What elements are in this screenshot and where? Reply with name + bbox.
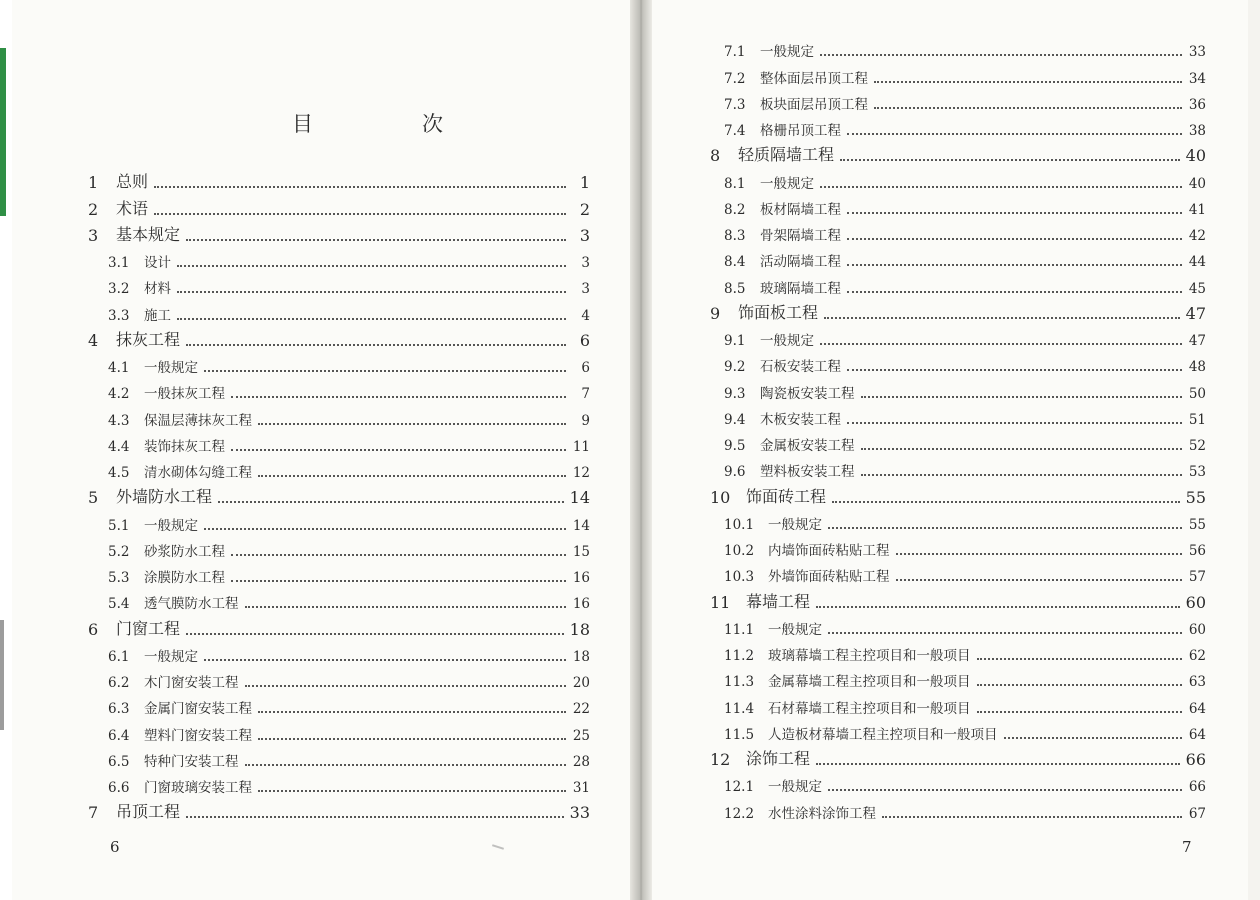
entry-page-number: 11 xyxy=(572,438,590,455)
dot-leader xyxy=(245,764,567,766)
entry-page-number: 41 xyxy=(1188,201,1206,218)
dot-leader xyxy=(874,107,1182,109)
entry-number: 9.4 xyxy=(724,411,746,428)
entry-page-number: 60 xyxy=(1188,621,1206,638)
entry-number: 6.2 xyxy=(108,675,130,691)
entry-number: 11 xyxy=(710,592,731,612)
dot-leader xyxy=(977,684,1183,686)
toc-section-entry xyxy=(700,616,1206,642)
dot-leader xyxy=(258,711,566,713)
entry-title: 装饰抹灰工程 xyxy=(144,438,225,455)
entry-page-number: 47 xyxy=(1185,303,1206,323)
entry-title: 一般规定 xyxy=(760,175,814,192)
entry-title: 一般规定 xyxy=(144,648,198,665)
entry-number: 9.3 xyxy=(724,385,746,402)
entry-number: 4.5 xyxy=(108,465,130,481)
entry-title: 幕墙工程 xyxy=(746,591,811,611)
entry-page-number: 14 xyxy=(569,488,590,508)
entry-title: 一般规定 xyxy=(760,44,814,61)
dot-leader xyxy=(820,186,1182,188)
entry-page-number: 4 xyxy=(581,307,590,324)
entry-number: 5.3 xyxy=(108,570,130,586)
entry-number: 11.5 xyxy=(724,726,755,743)
toc-section-entry xyxy=(700,222,1206,248)
dot-leader xyxy=(1004,737,1183,739)
entry-page-number: 18 xyxy=(572,648,590,665)
entry-number: 1 xyxy=(88,173,99,193)
entry-page-number: 67 xyxy=(1188,805,1206,822)
toc-section-entry xyxy=(700,38,1206,64)
dot-leader xyxy=(258,423,566,425)
toc-section-entry xyxy=(700,773,1206,799)
dot-leader xyxy=(231,449,566,451)
entry-title: 设计 xyxy=(144,255,171,271)
toc-section-entry xyxy=(88,380,590,406)
entry-page-number: 62 xyxy=(1188,648,1206,664)
toc-section-entry xyxy=(700,274,1206,300)
dot-leader xyxy=(154,186,566,188)
toc-section-entry xyxy=(700,694,1206,720)
toc-section-entry xyxy=(700,668,1206,694)
entry-page-number: 38 xyxy=(1188,123,1206,139)
entry-number: 3.1 xyxy=(108,255,130,271)
entry-title: 金属板安装工程 xyxy=(760,438,855,454)
entry-page-number: 15 xyxy=(572,543,590,560)
toc-section-entry xyxy=(700,537,1206,563)
entry-page-number: 20 xyxy=(572,675,590,691)
toc-chapter-entry xyxy=(700,301,1206,327)
toc-list-right xyxy=(700,38,1206,826)
entry-number: 8.4 xyxy=(724,254,746,271)
entry-page-number: 51 xyxy=(1188,411,1206,428)
toc-section-entry xyxy=(700,511,1206,537)
entry-number: 7.3 xyxy=(724,96,746,113)
entry-title: 塑料板安装工程 xyxy=(760,464,855,481)
toc-section-entry xyxy=(700,117,1206,143)
dot-leader xyxy=(258,475,566,477)
entry-number: 12 xyxy=(710,750,731,769)
entry-page-number: 60 xyxy=(1185,592,1206,612)
dot-leader xyxy=(245,606,567,608)
toc-section-entry xyxy=(700,458,1206,484)
dot-leader xyxy=(816,606,1180,608)
dot-leader xyxy=(896,553,1183,555)
entry-title: 格栅吊顶工程 xyxy=(760,123,841,139)
toc-section-entry xyxy=(88,748,590,774)
entry-title: 吊顶工程 xyxy=(116,802,181,822)
entry-number: 4.3 xyxy=(108,412,130,429)
dot-leader xyxy=(186,816,564,818)
entry-title: 玻璃幕墙工程主控项目和一般项目 xyxy=(768,648,971,664)
entry-number: 2 xyxy=(88,199,99,219)
dot-leader xyxy=(177,291,566,293)
entry-title: 涂膜防水工程 xyxy=(144,570,225,586)
entry-number: 8.1 xyxy=(724,175,746,192)
entry-page-number: 36 xyxy=(1188,96,1206,113)
toc-list-left xyxy=(88,170,590,826)
entry-number: 8.3 xyxy=(724,228,746,244)
dot-leader xyxy=(154,213,566,215)
dot-leader xyxy=(847,212,1182,214)
entry-number: 5.4 xyxy=(108,596,130,613)
toc-section-entry xyxy=(700,432,1206,458)
entry-page-number: 16 xyxy=(572,570,590,586)
entry-number: 7 xyxy=(88,803,99,823)
entry-number: 3.3 xyxy=(108,307,130,324)
entry-number: 11.1 xyxy=(724,621,755,638)
toc-section-entry xyxy=(700,196,1206,222)
entry-title: 保温层薄抹灰工程 xyxy=(144,412,252,429)
entry-number: 12.1 xyxy=(724,779,755,796)
entry-page-number: 3 xyxy=(579,225,590,245)
entry-title: 板块面层吊顶工程 xyxy=(760,96,868,113)
entry-title: 水性涂料涂饰工程 xyxy=(768,805,876,822)
dot-leader xyxy=(231,396,566,398)
toc-section-entry xyxy=(88,643,590,669)
toc-section-entry xyxy=(700,379,1206,405)
entry-number: 9 xyxy=(710,303,721,323)
toc-section-entry xyxy=(700,799,1206,825)
entry-title: 透气膜防水工程 xyxy=(144,596,239,613)
entry-title: 一般规定 xyxy=(768,779,822,796)
entry-page-number: 33 xyxy=(1188,44,1206,61)
entry-title: 木板安装工程 xyxy=(760,411,841,428)
toc-section-entry xyxy=(88,564,590,590)
entry-page-number: 66 xyxy=(1185,750,1206,769)
dot-leader xyxy=(231,580,566,582)
entry-title: 玻璃隔墙工程 xyxy=(760,280,841,297)
toc-section-entry xyxy=(88,249,590,275)
entry-page-number: 64 xyxy=(1188,726,1206,743)
toc-section-entry xyxy=(88,459,590,485)
binding-mark xyxy=(0,620,4,730)
entry-title: 石板安装工程 xyxy=(760,359,841,376)
entry-title: 特种门安装工程 xyxy=(144,753,239,770)
toc-chapter-entry xyxy=(88,800,590,826)
dot-leader xyxy=(177,318,566,320)
entry-title: 外墙防水工程 xyxy=(116,487,213,507)
entry-number: 6.3 xyxy=(108,701,130,718)
toc-section-entry xyxy=(88,721,590,747)
entry-title: 人造板材幕墙工程主控项目和一般项目 xyxy=(768,726,998,743)
entry-title: 一般规定 xyxy=(768,621,822,638)
entry-number: 6.1 xyxy=(108,648,130,665)
entry-number: 10.3 xyxy=(724,569,755,586)
entry-number: 5.2 xyxy=(108,543,130,560)
entry-number: 9.1 xyxy=(724,333,746,349)
entry-number: 4.2 xyxy=(108,386,130,403)
entry-title: 塑料门窗安装工程 xyxy=(144,727,252,744)
toc-title: 目 次 xyxy=(292,112,487,136)
entry-page-number: 33 xyxy=(569,803,590,823)
dot-leader xyxy=(204,528,566,530)
dot-leader xyxy=(820,54,1182,56)
toc-section-entry xyxy=(700,406,1206,432)
dot-leader xyxy=(861,396,1183,398)
entry-page-number: 52 xyxy=(1188,438,1206,454)
entry-page-number: 28 xyxy=(572,753,590,770)
entry-number: 6.6 xyxy=(108,780,130,796)
entry-title: 清水砌体勾缝工程 xyxy=(144,465,252,481)
dot-leader xyxy=(816,763,1180,765)
entry-title: 金属门窗安装工程 xyxy=(144,701,252,718)
toc-section-entry xyxy=(88,354,590,380)
entry-title: 门窗工程 xyxy=(116,618,181,638)
dot-leader xyxy=(847,422,1182,424)
toc-section-entry xyxy=(88,433,590,459)
scan-edge-right xyxy=(1248,0,1260,900)
toc-section-entry xyxy=(88,275,590,301)
entry-title: 一般规定 xyxy=(144,360,198,376)
entry-page-number: 31 xyxy=(572,780,590,796)
dot-leader xyxy=(231,554,566,556)
dot-leader xyxy=(874,81,1182,83)
toc-chapter-entry xyxy=(88,170,590,196)
dot-leader xyxy=(882,816,1182,818)
dot-leader xyxy=(820,343,1182,345)
entry-page-number: 48 xyxy=(1188,359,1206,376)
entry-title: 外墙饰面砖粘贴工程 xyxy=(768,569,890,586)
dot-leader xyxy=(861,474,1183,476)
page-number-left: 6 xyxy=(110,838,120,856)
toc-section-entry xyxy=(88,511,590,537)
entry-title: 材料 xyxy=(144,281,171,298)
toc-section-entry xyxy=(700,327,1206,353)
dot-leader xyxy=(186,633,564,635)
entry-number: 9.2 xyxy=(724,359,746,376)
dot-leader xyxy=(186,344,566,346)
toc-section-entry xyxy=(88,538,590,564)
entry-number: 7.1 xyxy=(724,44,746,61)
entry-page-number: 45 xyxy=(1188,280,1206,297)
toc-section-entry xyxy=(88,669,590,695)
entry-page-number: 9 xyxy=(581,412,590,429)
entry-number: 10 xyxy=(710,487,731,507)
toc-section-entry xyxy=(88,301,590,327)
dot-leader xyxy=(824,317,1180,319)
entry-page-number: 44 xyxy=(1188,254,1206,271)
entry-title: 一般规定 xyxy=(760,333,814,349)
entry-page-number: 56 xyxy=(1188,543,1206,559)
entry-number: 8.5 xyxy=(724,280,746,297)
entry-number: 10.1 xyxy=(724,516,755,533)
dot-leader xyxy=(828,632,1182,634)
entry-number: 6.5 xyxy=(108,753,130,770)
entry-number: 6 xyxy=(88,619,99,639)
toc-section-entry xyxy=(88,695,590,721)
entry-page-number: 16 xyxy=(572,596,590,613)
entry-title: 饰面板工程 xyxy=(738,302,819,322)
toc-chapter-entry xyxy=(88,196,590,222)
toc-chapter-entry xyxy=(88,328,590,354)
entry-title: 轻质隔墙工程 xyxy=(738,145,835,165)
dot-leader xyxy=(977,658,1183,660)
entry-page-number: 64 xyxy=(1188,700,1206,717)
entry-page-number: 66 xyxy=(1188,779,1206,796)
toc-section-entry xyxy=(700,721,1206,747)
entry-page-number: 7 xyxy=(581,386,590,403)
entry-title: 金属幕墙工程主控项目和一般项目 xyxy=(768,674,971,691)
entry-page-number: 12 xyxy=(572,465,590,481)
entry-page-number: 3 xyxy=(581,281,590,298)
entry-number: 5 xyxy=(88,488,99,508)
toc-section-entry xyxy=(700,91,1206,117)
entry-page-number: 2 xyxy=(579,199,590,219)
entry-page-number: 63 xyxy=(1188,674,1206,691)
entry-number: 11.4 xyxy=(724,700,755,717)
toc-section-entry xyxy=(700,353,1206,379)
toc-chapter-entry xyxy=(700,589,1206,615)
toc-chapter-entry xyxy=(700,484,1206,510)
entry-number: 11.2 xyxy=(724,648,755,664)
dot-leader xyxy=(258,790,566,792)
toc-chapter-entry xyxy=(700,747,1206,773)
dot-leader xyxy=(847,291,1182,293)
entry-title: 门窗玻璃安装工程 xyxy=(144,780,252,796)
dot-leader xyxy=(840,159,1180,161)
entry-title: 一般抹灰工程 xyxy=(144,386,225,403)
entry-title: 总则 xyxy=(116,172,149,192)
entry-page-number: 14 xyxy=(572,517,590,534)
dot-leader xyxy=(847,264,1182,266)
binding-tab xyxy=(0,48,6,216)
toc-section-entry xyxy=(700,169,1206,195)
entry-page-number: 53 xyxy=(1188,464,1206,481)
toc-chapter-entry xyxy=(88,485,590,511)
entry-title: 涂饰工程 xyxy=(746,749,811,768)
toc-section-entry xyxy=(88,406,590,432)
entry-title: 骨架隔墙工程 xyxy=(760,228,841,244)
entry-number: 11.3 xyxy=(724,674,755,691)
dot-leader xyxy=(861,448,1183,450)
entry-number: 4.4 xyxy=(108,438,130,455)
entry-number: 12.2 xyxy=(724,805,755,822)
dot-leader xyxy=(847,238,1182,240)
dot-leader xyxy=(204,659,566,661)
entry-page-number: 55 xyxy=(1188,516,1206,533)
entry-number: 4.1 xyxy=(108,360,130,376)
dot-leader xyxy=(828,789,1182,791)
entry-title: 砂浆防水工程 xyxy=(144,543,225,560)
entry-page-number: 18 xyxy=(569,619,590,639)
entry-page-number: 1 xyxy=(579,173,590,193)
dot-leader xyxy=(204,370,566,372)
entry-number: 5.1 xyxy=(108,517,130,534)
toc-section-entry xyxy=(700,563,1206,589)
entry-number: 4 xyxy=(88,330,99,350)
entry-title: 陶瓷板安装工程 xyxy=(760,385,855,402)
dot-leader xyxy=(832,501,1180,503)
dot-leader xyxy=(258,738,566,740)
entry-title: 抹灰工程 xyxy=(116,329,181,349)
toc-section-entry xyxy=(700,64,1206,90)
dot-leader xyxy=(977,711,1183,713)
toc-chapter-entry xyxy=(88,616,590,642)
entry-number: 9.6 xyxy=(724,464,746,481)
entry-title: 基本规定 xyxy=(116,224,181,244)
entry-page-number: 40 xyxy=(1185,146,1206,166)
entry-title: 一般规定 xyxy=(768,516,822,533)
entry-title: 术语 xyxy=(116,198,149,218)
entry-title: 饰面砖工程 xyxy=(746,486,827,506)
entry-page-number: 22 xyxy=(572,701,590,718)
entry-page-number: 50 xyxy=(1188,385,1206,402)
entry-title: 木门窗安装工程 xyxy=(144,675,239,691)
book-gutter xyxy=(630,0,652,900)
dot-leader xyxy=(847,369,1182,371)
dot-leader xyxy=(218,501,564,503)
dot-leader xyxy=(896,579,1183,581)
entry-title: 板材隔墙工程 xyxy=(760,201,841,218)
entry-number: 3.2 xyxy=(108,281,130,298)
entry-title: 一般规定 xyxy=(144,517,198,534)
entry-title: 内墙饰面砖粘贴工程 xyxy=(768,543,890,559)
entry-number: 7.4 xyxy=(724,123,746,139)
entry-title: 施工 xyxy=(144,307,171,324)
toc-section-entry xyxy=(88,774,590,800)
entry-page-number: 3 xyxy=(581,255,590,271)
dot-leader xyxy=(847,133,1182,135)
dot-leader xyxy=(245,685,567,687)
entry-number: 7.2 xyxy=(724,70,746,87)
entry-title: 活动隔墙工程 xyxy=(760,254,841,271)
entry-number: 10.2 xyxy=(724,543,755,559)
entry-number: 8 xyxy=(710,146,721,166)
entry-number: 8.2 xyxy=(724,201,746,218)
toc-section-entry xyxy=(700,248,1206,274)
toc-section-entry xyxy=(700,642,1206,668)
entry-title: 整体面层吊顶工程 xyxy=(760,70,868,87)
toc-chapter-entry xyxy=(88,223,590,249)
entry-number: 9.5 xyxy=(724,438,746,454)
dot-leader xyxy=(828,527,1182,529)
entry-title: 石材幕墙工程主控项目和一般项目 xyxy=(768,700,971,717)
toc-section-entry xyxy=(88,590,590,616)
entry-page-number: 25 xyxy=(572,727,590,744)
entry-page-number: 6 xyxy=(581,360,590,376)
entry-page-number: 6 xyxy=(579,330,590,350)
page-number-right: 7 xyxy=(1182,838,1192,856)
entry-page-number: 57 xyxy=(1188,569,1206,586)
entry-number: 6.4 xyxy=(108,727,130,744)
entry-page-number: 34 xyxy=(1188,70,1206,87)
entry-page-number: 40 xyxy=(1188,175,1206,192)
entry-page-number: 55 xyxy=(1185,487,1206,507)
entry-number: 3 xyxy=(88,225,99,245)
dot-leader xyxy=(177,265,566,267)
dot-leader xyxy=(186,239,566,241)
entry-page-number: 47 xyxy=(1188,333,1206,349)
toc-chapter-entry xyxy=(700,143,1206,169)
entry-page-number: 42 xyxy=(1188,228,1206,244)
